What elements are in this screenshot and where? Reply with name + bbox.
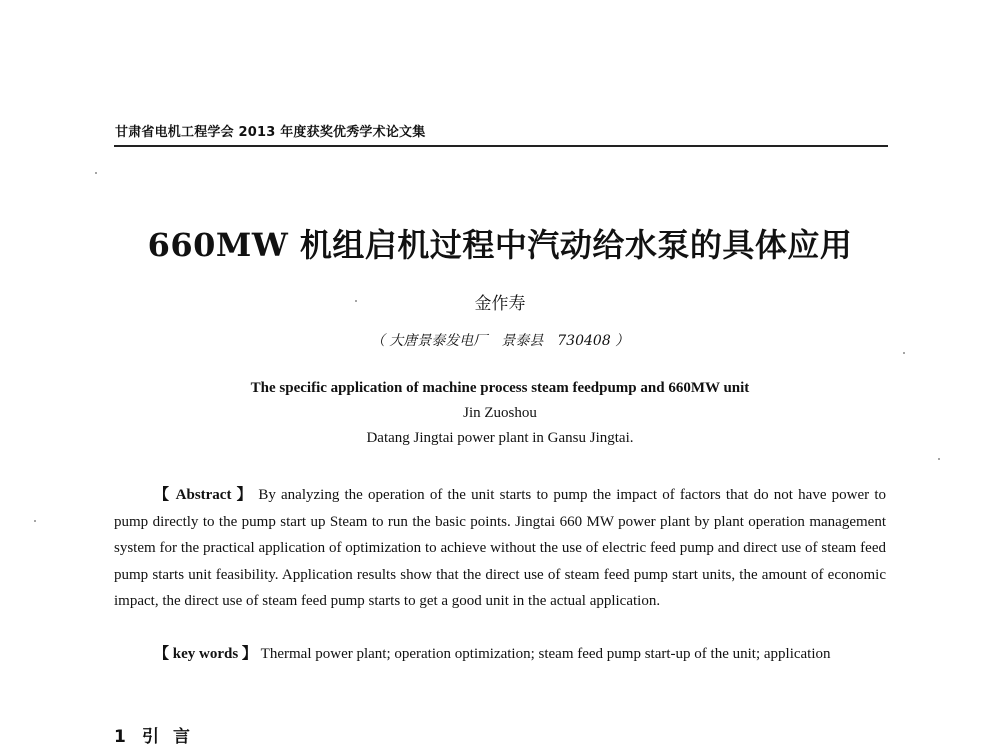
keywords-paragraph xyxy=(114,641,886,668)
section-title: 引言 xyxy=(142,727,204,747)
scan-speck xyxy=(95,172,97,174)
scan-speck xyxy=(903,352,905,354)
scan-speck xyxy=(34,520,36,522)
english-author: Jin Zuoshou xyxy=(463,405,537,421)
paper-title: 660MW 机组启机过程中汽动给水泵的具体应用 xyxy=(147,226,853,264)
abstract-label: 【 Abstract 】 xyxy=(154,487,254,503)
scan-speck xyxy=(355,300,357,302)
abstract-paragraph xyxy=(114,482,886,615)
english-affiliation: Datang Jingtai power plant in Gansu Jingtai. xyxy=(366,430,634,446)
keywords-text: Thermal power plant; operation optimization; steam feed pump start-up of the unit; application xyxy=(260,646,831,662)
scan-speck xyxy=(938,458,940,460)
keywords-label: 【 key words 】 xyxy=(154,646,257,662)
english-title: The specific application of machine process steam feedpump and 660MW unit xyxy=(250,380,750,396)
author-name-cn: 金作寿 xyxy=(474,294,526,314)
section-heading xyxy=(114,722,204,747)
affiliation-cn: （ 大唐景泰发电厂 景泰县 730408 ） xyxy=(370,333,630,349)
header-rule xyxy=(114,145,888,147)
section-number: 1 xyxy=(114,727,126,747)
abstract-text: By analyzing the operation of the unit starts to pump the impact of factors that do not have power to pump directly to the pump start up Steam to run the basic points. Jingtai 660 MW power plant by plant operation management system for the practical application of optimization to achieve without the use of electric feed pump and direct use of steam feed pump starts unit feasibility. Application results show that the direct use of steam feed pump start units, the amount of economic impact, the direct use of steam feed pump starts to get a good unit in the actual application. xyxy=(114,487,887,609)
running-head: 甘肃省电机工程学会 2013 年度获奖优秀学术论文集 xyxy=(115,125,426,140)
